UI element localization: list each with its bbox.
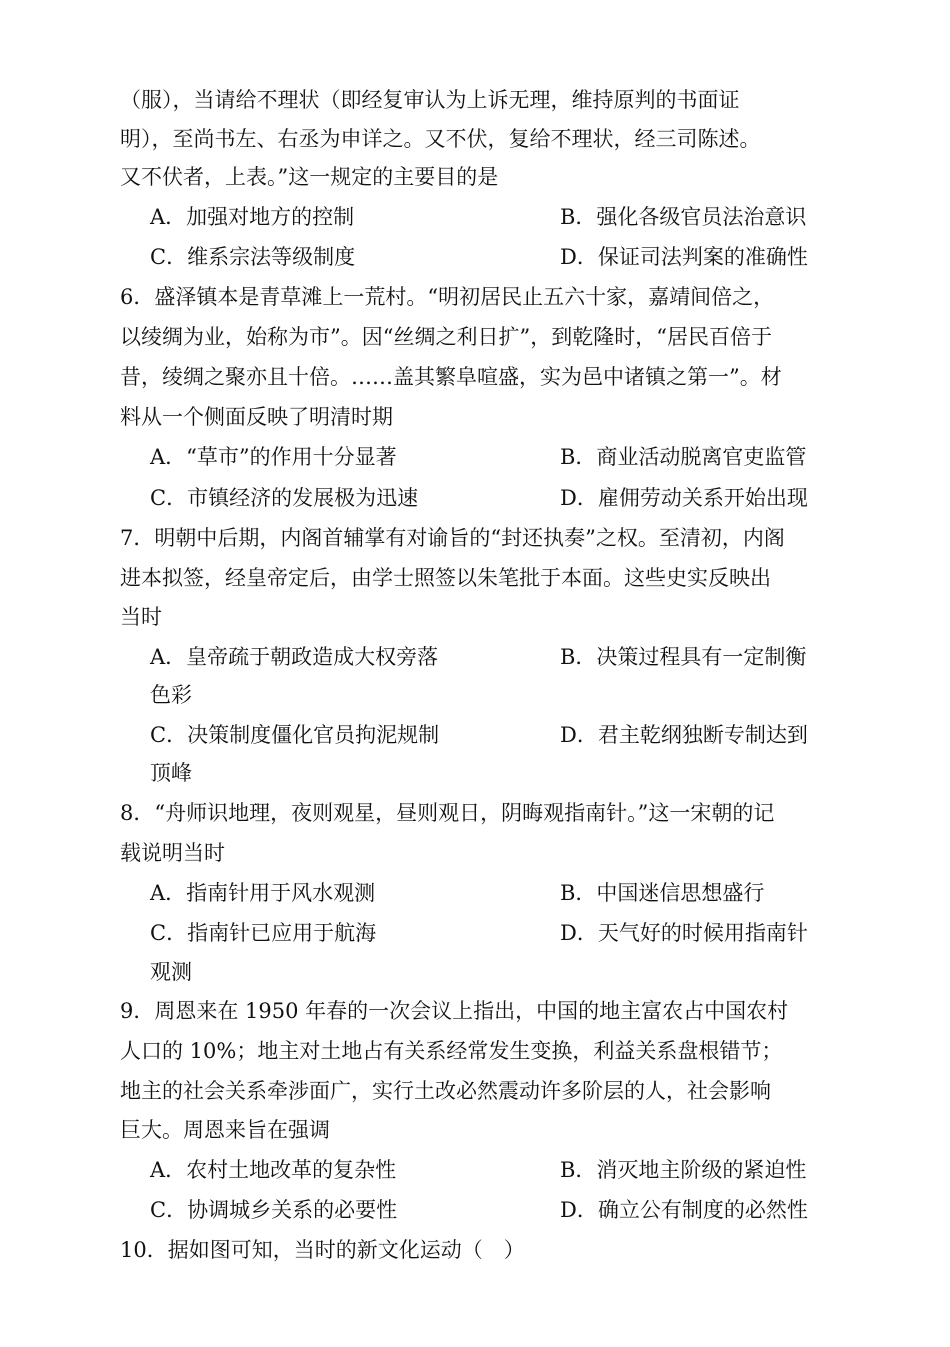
q10-stem: 10．据如图可知，当时的新文化运动（ ） xyxy=(120,1238,525,1262)
q7-stem-line-2: 进本拟签，经皇帝定后，由学士照签以朱笔批于本面。这些史实反映出 xyxy=(120,566,771,590)
q6-stem-line-2: 以绫绸为业，始称为市”。因“丝绸之利日扩”，到乾隆时，“居民百倍于 xyxy=(120,325,772,349)
q6-stem-line-3: 昔，绫绸之聚亦且十倍。……盖其繁阜喧盛，实为邑中诸镇之第一”。材 xyxy=(120,365,782,389)
q9-option-a: A．农村土地改革的复杂性 xyxy=(150,1158,397,1182)
q9-option-d: D．确立公有制度的必然性 xyxy=(560,1198,808,1222)
q6-stem-line-4: 料从一个侧面反映了明清时期 xyxy=(120,405,393,429)
q5-option-d: D．保证司法判案的准确性 xyxy=(560,245,808,269)
q9-option-c: C．协调城乡关系的必要性 xyxy=(150,1198,398,1222)
q8-option-d: D．天气好的时候用指南针 xyxy=(560,921,808,945)
q5-stem-line-3: 又不伏者，上表。”这一规定的主要目的是 xyxy=(120,165,499,189)
q9-stem-line-3: 地主的社会关系牵涉面广，实行土改必然震动许多阶层的人，社会影响 xyxy=(120,1079,771,1103)
q8-option-c: C．指南针已应用于航海 xyxy=(150,921,377,945)
q7-option-d: D．君主乾纲独断专制达到 xyxy=(560,723,808,747)
q7-stem-line-1: 7．明朝中后期，内阁首辅掌有对谕旨的“封还执奏”之权。至清初，内阁 xyxy=(120,526,785,550)
q9-stem-line-4: 巨大。周恩来旨在强调 xyxy=(120,1118,330,1142)
q8-option-a: A．指南针用于风水观测 xyxy=(150,881,376,905)
q9-stem-line-2: 人口的 10%；地主对土地占有关系经常发生变换，利益关系盘根错节； xyxy=(120,1039,783,1063)
q9-stem-line-1: 9．周恩来在 1950 年春的一次会议上指出，中国的地主富农占中国农村 xyxy=(120,999,789,1023)
q7-option-c: C．决策制度僵化官员拘泥规制 xyxy=(150,723,440,747)
q8-stem-line-2: 载说明当时 xyxy=(120,841,225,865)
q5-option-a: A．加强对地方的控制 xyxy=(150,205,355,229)
q8-option-b: B．中国迷信思想盛行 xyxy=(560,881,765,905)
q5-stem-line-2: 明），至尚书左、右丞为申详之。又不伏，复给不理状，经三司陈述。 xyxy=(120,127,761,151)
q6-option-d: D．雇佣劳动关系开始出现 xyxy=(560,486,808,510)
q5-option-c: C．维系宗法等级制度 xyxy=(150,245,356,269)
q6-stem-line-1: 6．盛泽镇本是青草滩上一荒村。“明初居民止五六十家，嘉靖间倍之， xyxy=(120,285,775,309)
q7-option-b-continued: 色彩 xyxy=(150,683,192,707)
q7-option-d-continued: 顶峰 xyxy=(150,761,192,785)
q6-option-a: A．“草市”的作用十分显著 xyxy=(150,445,397,469)
q8-option-d-continued: 观测 xyxy=(150,960,192,984)
q6-option-c: C．市镇经济的发展极为迅速 xyxy=(150,486,419,510)
q7-stem-line-3: 当时 xyxy=(120,605,162,629)
q6-option-b: B．商业活动脱离官吏监管 xyxy=(560,445,807,469)
q5-option-b: B．强化各级官员法治意识 xyxy=(560,205,807,229)
q5-stem-line-1: （服），当请给不理状（即经复审认为上诉无理，维持原判的书面证 xyxy=(120,88,740,112)
q8-stem-line-1: 8．“舟师识地理，夜则观星，昼则观日，阴晦观指南针。”这一宋朝的记 xyxy=(120,801,775,825)
q7-option-b: B．决策过程具有一定制衡 xyxy=(560,645,807,669)
q7-option-a: A．皇帝疏于朝政造成大权旁落 xyxy=(150,645,439,669)
q9-option-b: B．消灭地主阶级的紧迫性 xyxy=(560,1158,807,1182)
